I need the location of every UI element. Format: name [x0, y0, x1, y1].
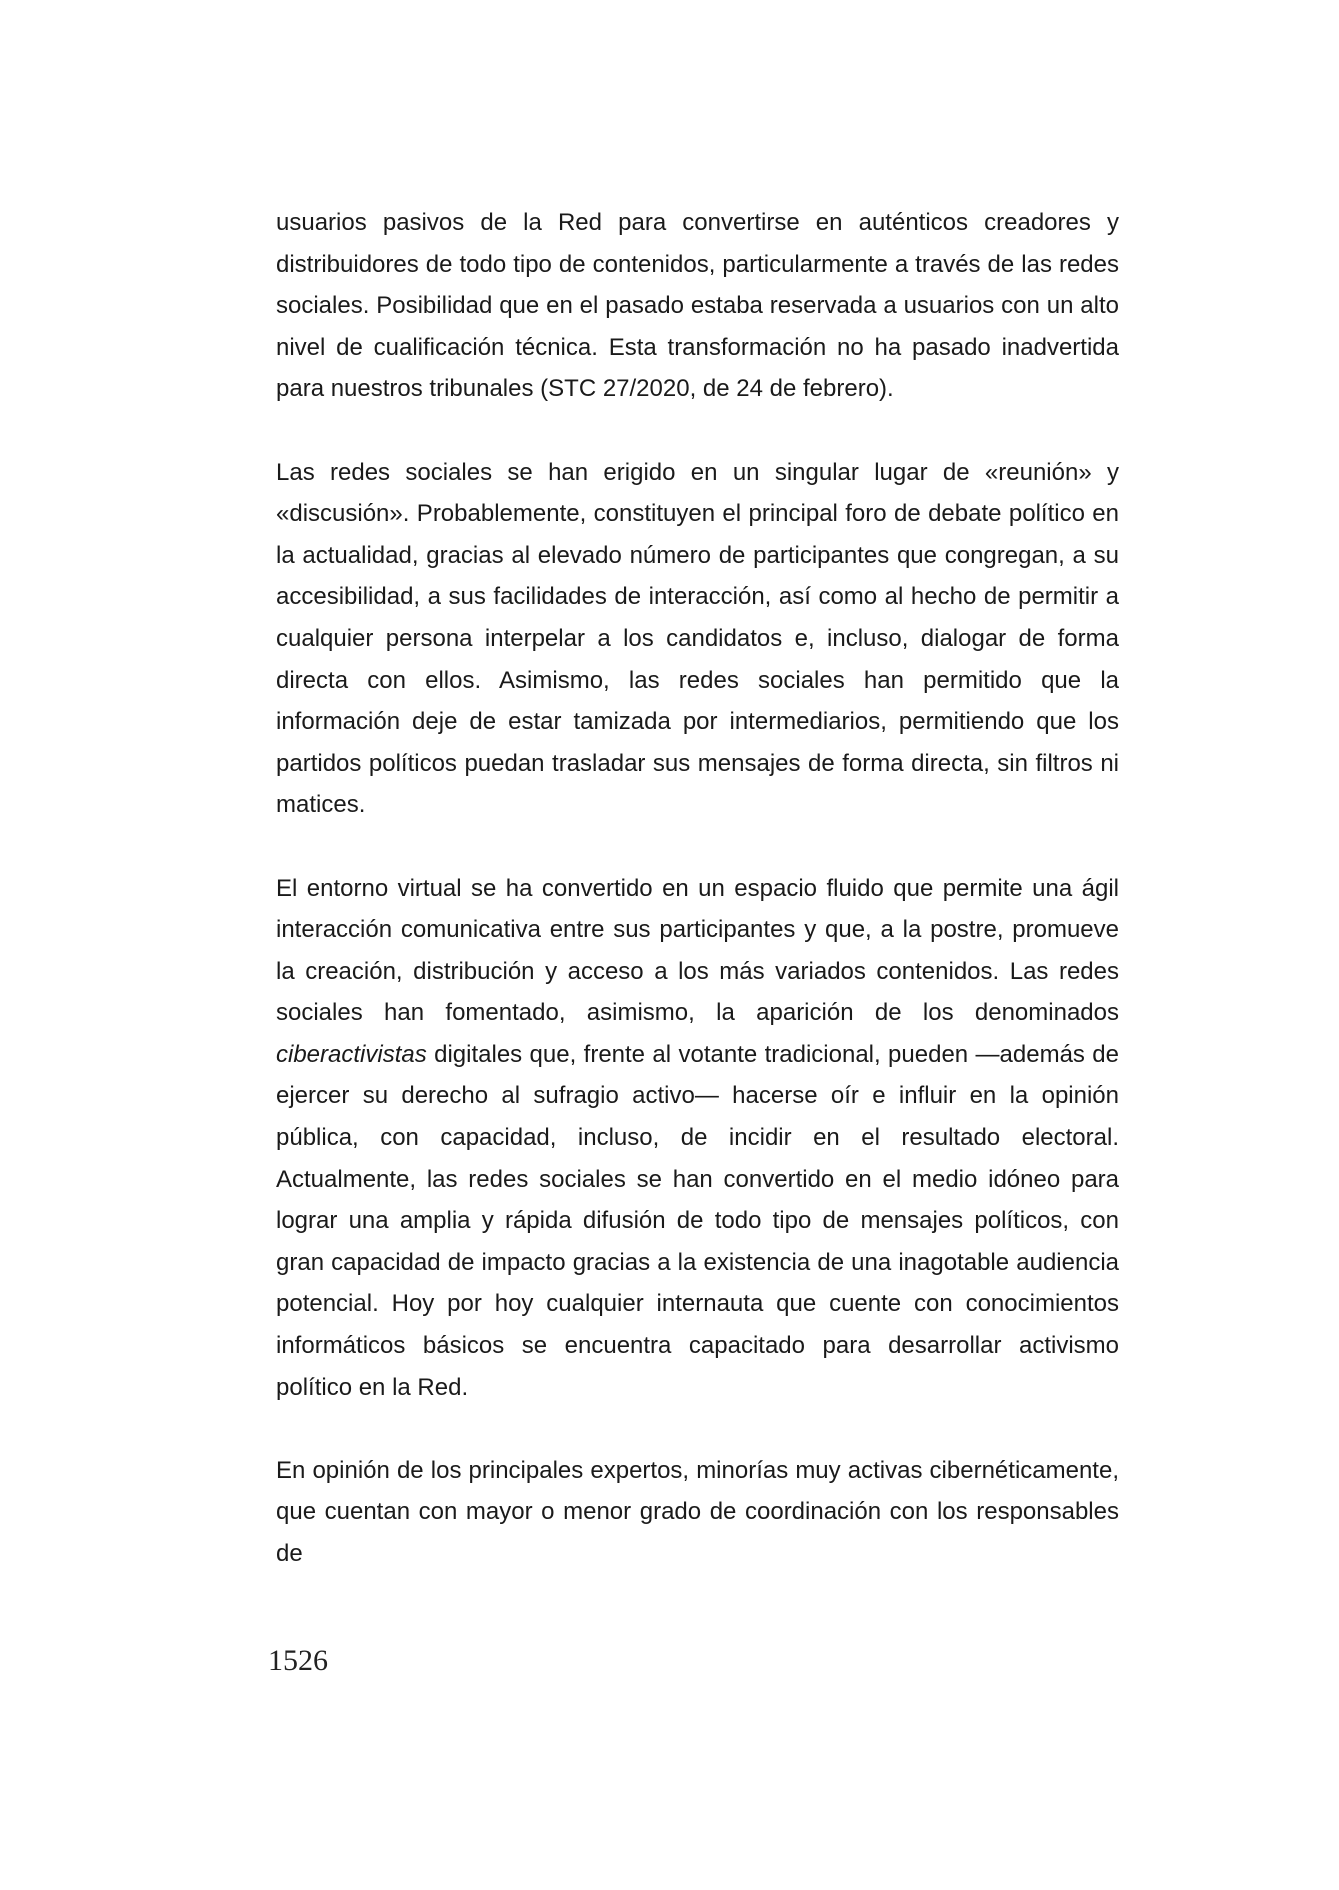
italic-term: ciberactivistas	[276, 1040, 427, 1068]
paragraph-2	[276, 452, 1119, 826]
paragraph-4	[276, 1450, 1119, 1575]
paragraph-text: El entorno virtual se ha convertido en un espacio fluido que permite una ágil interacción comunicativa entre sus participantes y que, a la postre, promueve la creación, distribución y acceso a los más variados contenidos. Las redes sociales han fomentado, asimismo, la aparición de los denominados	[276, 874, 1119, 1027]
paragraph-text: En opinión de los principales expertos, minorías muy activas cibernéticamente, que cuentan con mayor o menor grado de coordinación con los responsables de	[276, 1456, 1119, 1567]
paragraph-text: digitales que, frente al votante tradicional, pueden —además de ejercer su derecho al sufragio activo— hacerse oír e influir en la opinión pública, con capacidad, incluso, de incidir en el resultado electoral. Actualmente, las redes sociales se han convertido en el medio idóneo para lograr una amplia y rápida difusión de todo tipo de mensajes políticos, con gran capacidad de impacto gracias a la existencia de una inagotable audiencia potencial. Hoy por hoy cualquier internauta que cuente con conocimientos informáticos básicos se encuentra capacitado para desarrollar activismo político en la Red.	[276, 1040, 1119, 1401]
paragraph-text: Las redes sociales se han erigido en un singular lugar de «reunión» y «discusión». Probablemente, constituyen el principal foro de debate político en la actualidad, gracias al elevado número de participantes que congregan, a su accesibilidad, a sus facilidades de interacción, así como al hecho de permitir a cualquier persona interpelar a los candidatos e, incluso, dialogar de forma directa con ellos. Asimismo, las redes sociales han permitido que la información deje de estar tamizada por intermediarios, permitiendo que los partidos políticos puedan trasladar sus mensajes de forma directa, sin filtros ni matices.	[276, 458, 1119, 819]
page-number: 1526	[268, 1644, 328, 1677]
paragraph-1	[276, 202, 1119, 410]
paragraph-3	[276, 868, 1119, 1409]
body-text	[276, 202, 1119, 1575]
paragraph-text: usuarios pasivos de la Red para convertirse en auténticos creadores y distribuidores de todo tipo de contenidos, particularmente a través de las redes sociales. Posibilidad que en el pasado estaba reservada a usuarios con un alto nivel de cualificación técnica. Esta transformación no ha pasado inadvertida para nuestros tribunales (STC 27/2020, de 24 de febrero).	[276, 209, 1119, 403]
